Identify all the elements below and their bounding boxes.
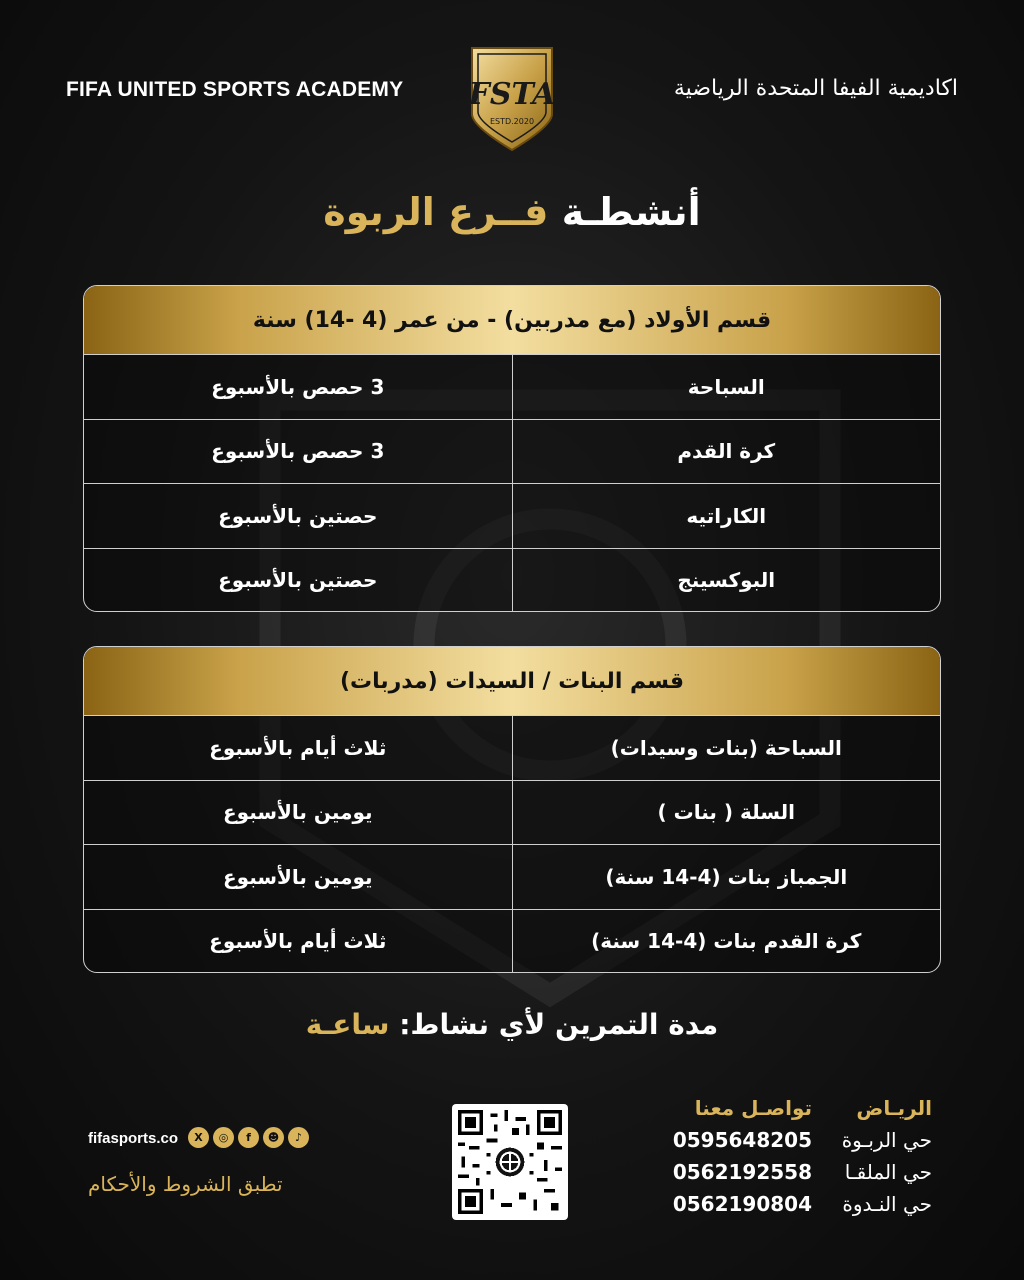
frequency-cell: ثلاث أيام بالأسبوع	[84, 910, 513, 974]
website-link[interactable]: fifasports.co	[88, 1130, 179, 1147]
activity-cell: كرة القدم بنات (4-14 سنة)	[591, 929, 862, 954]
branch-phone[interactable]: 0595648205	[672, 1128, 812, 1152]
activity-cell: السباحة (بنات وسيدات)	[610, 735, 842, 760]
duration-value: ساعـة	[305, 1008, 390, 1041]
table-row	[84, 548, 940, 613]
contact-block	[652, 1096, 932, 1216]
boys-section-heading: قسم الأولاد (مع مدربين) - من عمر (4 -14) سنة	[84, 286, 940, 354]
svg-text:FSTA: FSTA	[468, 77, 556, 112]
duration-label: مدة التمرين لأي نشاط:	[399, 1008, 719, 1041]
activity-cell: السلة ( بنات )	[657, 800, 795, 825]
tiktok-icon[interactable]: ♪	[288, 1127, 309, 1148]
academy-logo	[466, 42, 558, 154]
frequency-cell: يومين بالأسبوع	[84, 781, 513, 845]
frequency-cell: حصتين بالأسبوع	[84, 549, 513, 613]
social-icons	[188, 1127, 309, 1148]
title-word-branch: فــرع الربوة	[323, 190, 549, 234]
page-title	[0, 190, 1024, 234]
table-row	[84, 780, 940, 845]
svg-text:ESTD.2020: ESTD.2020	[489, 117, 535, 126]
activity-cell: البوكسينج	[677, 568, 776, 593]
x-icon[interactable]: X	[188, 1127, 209, 1148]
frequency-cell: حصتين بالأسبوع	[84, 484, 513, 548]
frequency-cell: ثلاث أيام بالأسبوع	[84, 716, 513, 780]
branch-name: حي الملقـا	[844, 1160, 932, 1184]
qr-code[interactable]	[452, 1104, 568, 1220]
table-row	[84, 354, 940, 419]
terms-note: تطبق الشروط والأحكام	[88, 1172, 283, 1196]
branch-phone[interactable]: 0562192558	[672, 1160, 812, 1184]
instagram-icon[interactable]: ◎	[213, 1127, 234, 1148]
training-duration	[0, 1008, 1024, 1041]
table-row	[84, 419, 940, 484]
brand-name-arabic: اكاديمية الفيفا المتحدة الرياضية	[673, 76, 958, 101]
activity-cell: الجمباز بنات (4-14 سنة)	[605, 864, 848, 889]
branch-name: حي النـدوة	[842, 1192, 932, 1216]
activity-cell: الكاراتيه	[686, 503, 767, 528]
table-row	[84, 844, 940, 909]
qr-code-pattern	[458, 1110, 562, 1214]
frequency-cell: 3 حصص بالأسبوع	[84, 355, 513, 419]
frequency-cell: يومين بالأسبوع	[84, 845, 513, 909]
table-row	[84, 715, 940, 780]
contact-label: تواصـل معنا	[694, 1096, 812, 1120]
brand-name-english: FIFA UNITED SPORTS ACADEMY	[66, 78, 404, 101]
title-word-activities: أنشطـة	[561, 190, 701, 234]
boys-section-table	[83, 285, 941, 612]
girls-section-table	[83, 646, 941, 973]
branch-phone[interactable]: 0562190804	[672, 1192, 812, 1216]
table-row	[84, 483, 940, 548]
frequency-cell: 3 حصص بالأسبوع	[84, 420, 513, 484]
activity-cell: السباحة	[687, 374, 765, 399]
branch-name: حي الربـوة	[841, 1128, 932, 1152]
snapchat-icon[interactable]: ☻	[263, 1127, 284, 1148]
city-label: الريـاض	[856, 1096, 932, 1120]
girls-section-heading: قسم البنات / السيدات (مدربات)	[84, 647, 940, 715]
facebook-icon[interactable]: f	[238, 1127, 259, 1148]
activity-cell: كرة القدم	[677, 439, 776, 464]
table-row	[84, 909, 940, 974]
